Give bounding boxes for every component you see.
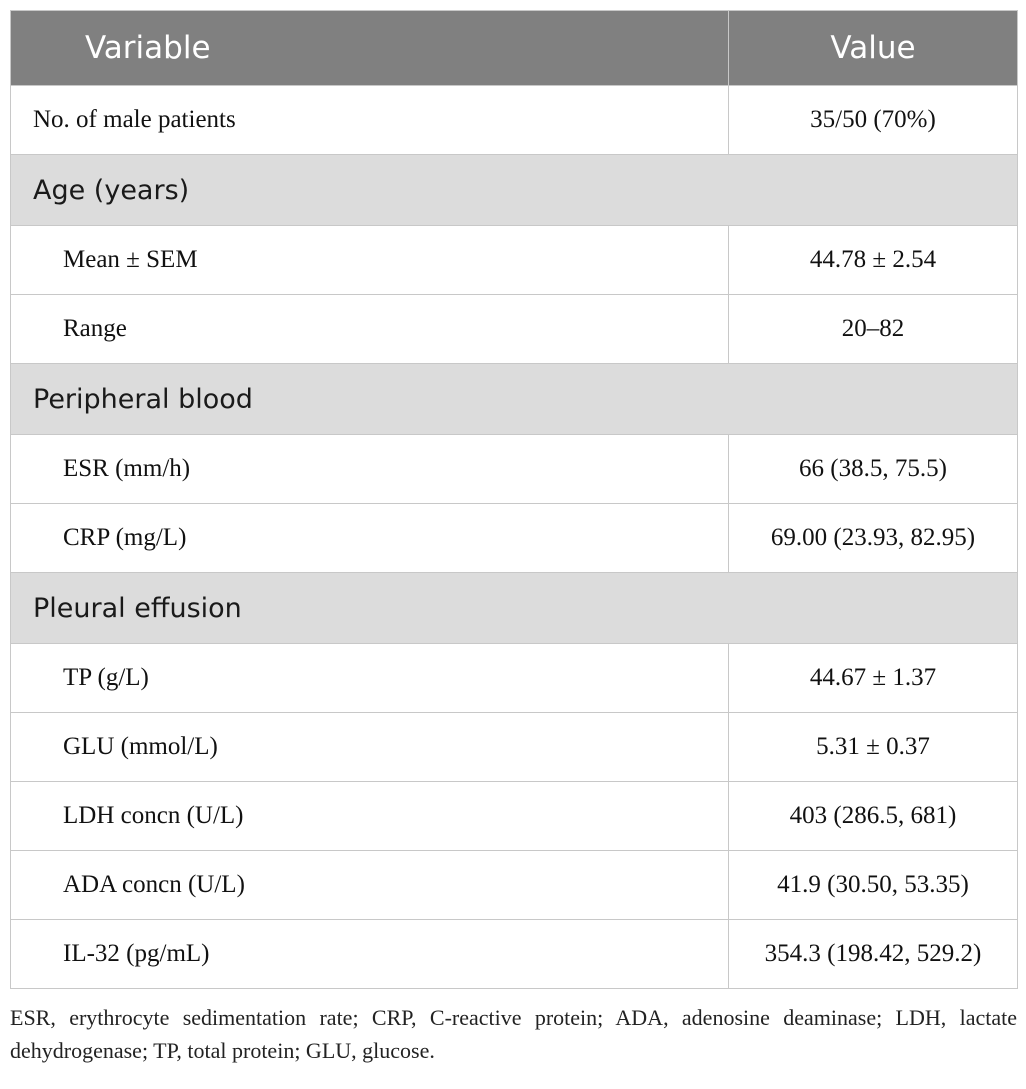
row-value: 5.31 ± 0.37 [729,713,1018,782]
header-value: Value [729,11,1018,86]
row-label: No. of male patients [11,86,729,155]
row-label: LDH concn (U/L) [11,782,729,851]
row-label: Range [11,295,729,364]
row-value: 69.00 (23.93, 82.95) [729,504,1018,573]
row-label: CRP (mg/L) [11,504,729,573]
section-row [11,155,1018,226]
table-row [11,782,1018,851]
table-header-row [11,11,1018,86]
section-label: Peripheral blood [11,364,1018,435]
row-label: IL-32 (pg/mL) [11,920,729,989]
section-row [11,364,1018,435]
row-value: 20–82 [729,295,1018,364]
row-label: Mean ± SEM [11,226,729,295]
row-value: 44.78 ± 2.54 [729,226,1018,295]
row-value: 66 (38.5, 75.5) [729,435,1018,504]
row-value: 41.9 (30.50, 53.35) [729,851,1018,920]
table-row [11,851,1018,920]
table-row [11,713,1018,782]
section-label: Pleural effusion [11,573,1018,644]
header-variable: Variable [11,11,729,86]
row-label: ADA concn (U/L) [11,851,729,920]
row-label: ESR (mm/h) [11,435,729,504]
section-label: Age (years) [11,155,1018,226]
row-value: 403 (286.5, 681) [729,782,1018,851]
document-page [10,10,1017,1089]
row-value: 44.67 ± 1.37 [729,644,1018,713]
table-row [11,504,1018,573]
table-row [11,226,1018,295]
row-label: TP (g/L) [11,644,729,713]
table-row [11,644,1018,713]
row-label: GLU (mmol/L) [11,713,729,782]
table-footnote: ESR, erythrocyte sedimentation rate; CRP, C-reactive protein; ADA, adenosine deaminase; LDH, lactate dehydrogenase; TP, total protein; GLU, glucose. [10,1005,1017,1063]
table-row [11,86,1018,155]
table-row [11,920,1018,989]
table-row [11,295,1018,364]
patient-characteristics-table [10,10,1018,989]
section-row [11,573,1018,644]
row-value: 354.3 (198.42, 529.2) [729,920,1018,989]
row-value: 35/50 (70%) [729,86,1018,155]
table-row [11,435,1018,504]
